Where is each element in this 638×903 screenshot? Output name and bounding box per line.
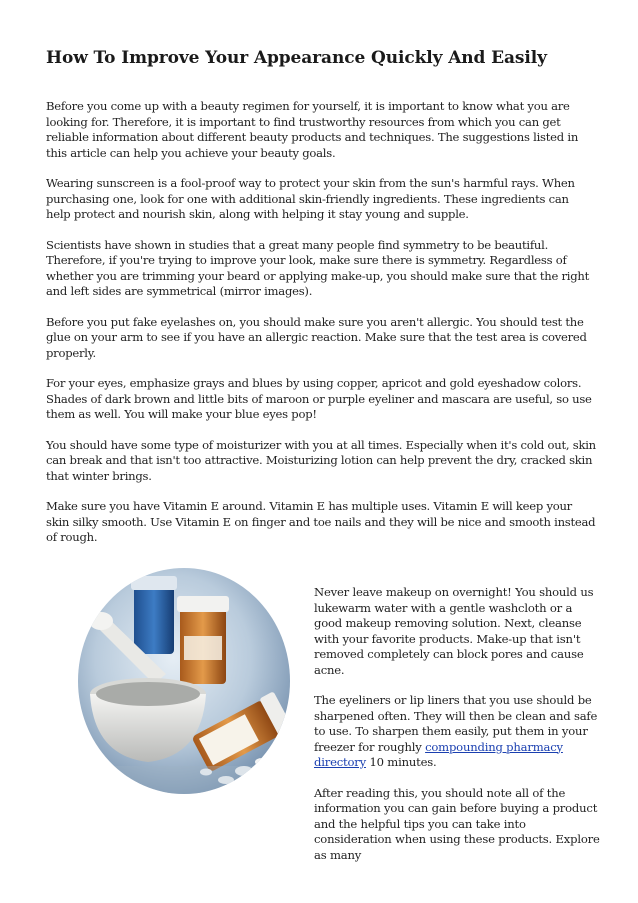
paragraph-conclusion: After reading this, you should note all of the information you can gain before buying a product and the helpful tips you can take into consideration when using these products. Explore as many [314,785,600,862]
article-body [46,99,596,561]
page-title: How To Improve Your Appearance Quickly And Easily [46,48,547,68]
side-column [314,585,600,878]
sharpen-text-after: 10 minutes. [365,755,437,769]
paragraph-intro: Before you come up with a beauty regimen for yourself, it is important to know what you are looking for. Therefore, it is important to find trustworthy resources from which you can get reliable information about different beauty products and techniques. The suggestions listed in this article can help you achieve your beauty goals. [46,99,579,160]
sharpen-text-before: The eyeliners or lip liners that you use should be sharpened often. They will then be clean and safe to use. To sharpen them easily, put them in your freezer for roughly [314,693,598,754]
paragraph-eyes: For your eyes, emphasize grays and blues by using copper, apricot and gold eyeshadow colors. Shades of dark brown and little bits of maroon or purple eyeliner and mascara are useful, so use them as well. You will make your blue eyes pop! [46,376,592,421]
paragraph-vitamin-e: Make sure you have Vitamin E around. Vitamin E has multiple uses. Vitamin E will keep your skin silky smooth. Use Vitamin E on finger and toe nails and they will be nice and smooth instead of rough. [46,499,596,544]
paragraph-sharpen-liners [314,693,600,771]
paragraph-eyelashes: Before you put fake eyelashes on, you should make sure you aren't allergic. You should test the glue on your arm to see if you have an allergic reaction. Make sure that the test area is covered properly. [46,314,587,360]
pharmacy-photo-icon [76,566,292,796]
paragraph-sunscreen: Wearing sunscreen is a fool-proof way to protect your skin from the sun's harmful rays. When purchasing one, look for one with additional skin-friendly ingredients. These ingredients can help protect and nourish skin, along with helping it stay young and supple. [46,176,575,221]
compounding-pharmacy-link[interactable]: compounding pharmacy directory [314,739,563,769]
paragraph-makeup-removal: Never leave makeup on overnight! You should us lukewarm water with a gentle washcloth or a good makeup removing solution. Next, cleanse with your favorite products. Make-up that isn't removed completely can block pores and cause acne. [314,585,594,677]
paragraph-moisturizer: You should have some type of moisturizer with you at all times. Especially when it's cold out, skin can break and that isn't too attractive. Moisturizing lotion can help prevent the dry, cracked skin that winter brings. [46,437,596,483]
paragraph-symmetry: Scientists have shown in studies that a great many people find symmetry to be beautiful. Therefore, if you're trying to improve your look, make sure there is symmetry. Regardless of whether you are trimming your beard or applying make-up, you should make sure that the right and left sides are symmetrical (mirror images). [46,237,590,298]
